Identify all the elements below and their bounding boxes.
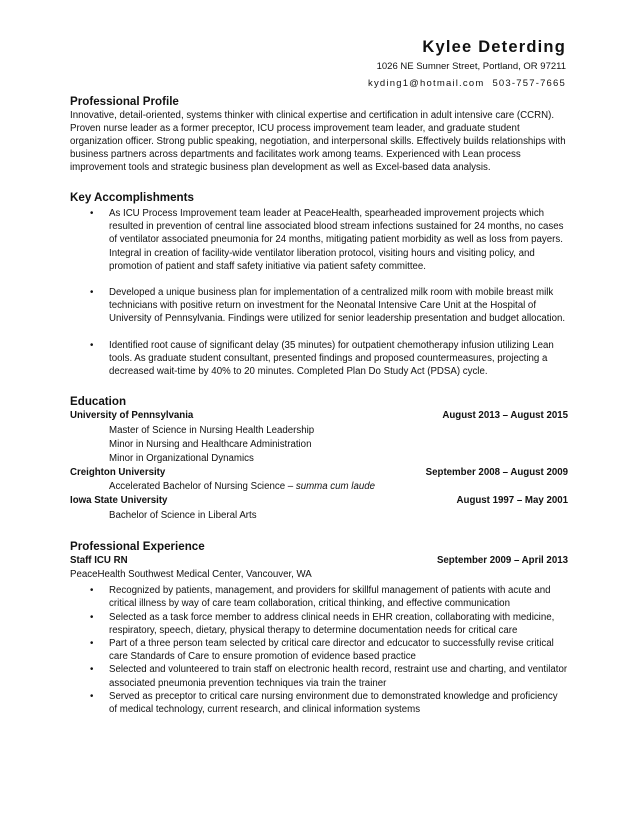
section-title-profile: Professional Profile [70,95,179,108]
school-name: University of Pennsylvania [70,410,194,422]
list-item [70,207,568,273]
honor: summa cum laude [295,481,376,493]
school-detail: Minor in Organizational Dynamics [109,452,254,464]
bullet-icon: • [90,638,94,650]
list-item-text: Selected and volunteered to train staff on electronic health record, restraint use and charting, and ventilator associated pneumonia prevention techniques via train the trainer [109,664,568,689]
section-title-experience: Professional Experience [70,539,205,553]
bullet-icon: • [90,611,94,623]
list-item [70,339,568,379]
bullet-icon: • [90,585,94,597]
list-item [70,663,568,689]
resume-header [368,36,566,91]
school-name: Iowa State University [70,495,168,507]
phone: 503-757-7665 [492,78,566,89]
accomplishments-list [70,207,568,378]
list-item [70,611,568,637]
section-title-accomplishments: Key Accomplishments [70,191,194,204]
school-dates: September 2008 – August 2009 [425,466,568,478]
email: kyding1@hotmail.com [368,78,485,89]
list-item-text: Identified root cause of significant delay (35 minutes) for outpatient chemotherapy infusion utilizing Lean tools. As graduate student consultant, presented findings and proposed countermeasures, projecting a decreased wait-time by 40% to 20 minutes. Completed Plan Do Study Act (PDSA) cycle. [109,339,554,378]
employer: PeaceHealth Southwest Medical Center, Vancouver, WA [70,569,312,581]
list-item [70,637,568,663]
contact-line [368,77,566,91]
experience-section [70,540,568,717]
school-row [70,409,568,424]
candidate-name: Kylee Deterding [422,38,566,56]
address: 1026 NE Sumner Street, Portland, OR 97211 [376,61,566,72]
school-dates: August 1997 – May 2001 [456,495,568,507]
job-title: Staff ICU RN [70,554,128,566]
school-row [70,466,568,481]
accomplishments-section [70,191,568,378]
bullet-icon: • [90,339,94,351]
school-detail: Master of Science in Nursing Health Leadership [109,424,315,436]
list-item [70,690,568,716]
resume-body [70,95,568,733]
job-row [70,554,568,569]
section-title-education: Education [70,395,127,409]
bullet-icon: • [90,208,94,219]
degree: Accelerated Bachelor of Nursing Science – [109,481,296,493]
list-item-text: Part of a three person team selected by critical care director and edcucator to successfully revise critical care Standards of Care to ensure promotion of evidence based practice [109,638,554,663]
list-item [70,286,568,326]
bullet-icon: • [90,664,94,676]
school-row [70,494,568,509]
school-dates: August 2013 – August 2015 [442,410,568,422]
school-detail: Minor in Nursing and Healthcare Administration [109,438,312,450]
list-item [70,584,568,610]
bullet-icon: • [90,287,94,299]
profile-section [70,95,568,174]
education-section [70,395,568,523]
school-detail [70,480,568,494]
experience-list [70,584,568,716]
bullet-icon: • [90,690,94,702]
school-name: Creighton University [70,466,166,478]
list-item-text: Recognized by patients, management, and providers for skillful management of patients with acute and critical illness by way of care team collaboration, critical thinking, and effective communication [109,585,551,610]
school-detail: Bachelor of Science in Liberal Arts [109,509,257,521]
list-item-text: Developed a unique business plan for implementation of a centralized milk room with mobile breast milk technicians with positive return on investment for the Neonatal Intensive Care Unit at the Hospital of University of Pennsylvania. Findings were utilized for senior leadership presentation and budget allocation. [109,287,566,325]
list-item-text: Served as preceptor to critical care nursing environment due to demonstrated knowledge and proficiency of medical technology, current research, and clinical information systems [109,690,558,716]
list-item-text: As ICU Process Improvement team leader at PeaceHealth, spearheaded improvement projects which resulted in prevention of central line associated blood stream infections sustained for 24 months, no cases of ventilator associated pneumonia for 24 months, mitigating patient morbidity as well as loss from payers. Integral in creation of facility-wide ventilator liberation protocol, visiting hours and visiting policy, and promotion of patient and staff safety initiative via patient safety committee. [109,208,564,272]
job-dates: September 2009 – April 2013 [436,554,568,566]
profile-text: Innovative, detail-oriented, systems thinker with clinical expertise and certification in adult intensive care (CCRN). Proven nurse leader as a former preceptor, ICU process improvement team leader, and graduate student organization officer. Strong public speaking, negotiation, and interpersonal skills. Effectively builds relationships with business partners across departments and facilitates work among teams. Experienced with Lean process improvement tools and strategic business plan development as well as Excel-based data analysis. [70,110,566,173]
list-item-text: Selected as a task force member to address clinical needs in EHR creation, collaborating with medicine, respiratory, speech, dietary, physical therapy to determine documentation needs for critical care [109,611,555,636]
